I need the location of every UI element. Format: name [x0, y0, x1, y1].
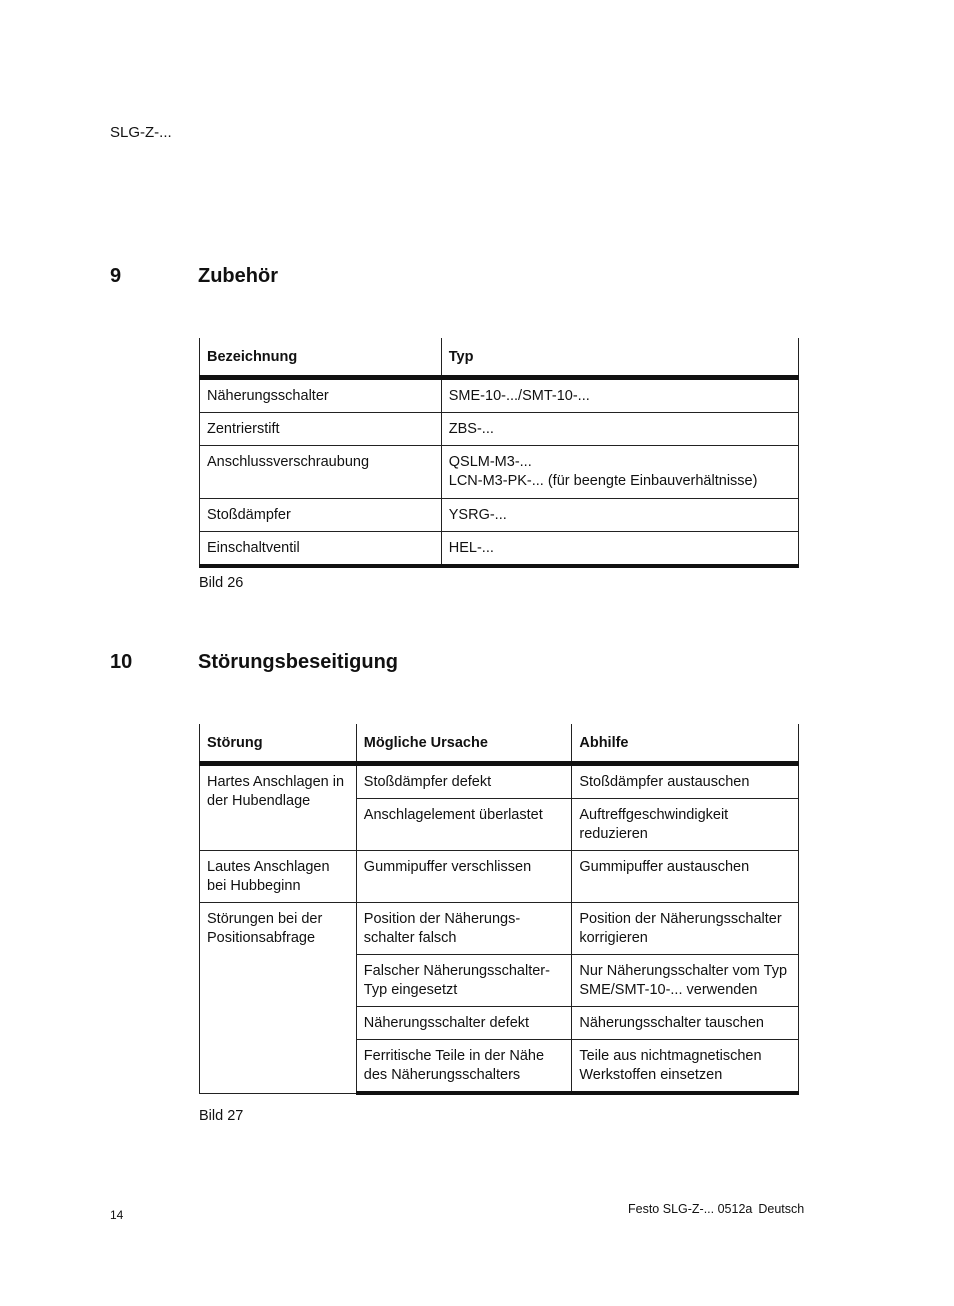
fault-table — [199, 724, 799, 1095]
column-header: Bezeichnung — [200, 338, 442, 378]
remedy-cell: Auftreffgeschwindigkeit reduzieren — [572, 799, 799, 851]
table-row — [200, 903, 799, 955]
section-title: Störungsbeseitigung — [198, 651, 398, 673]
remedy-cell: Position der Näherungsschalter korrigieren — [572, 903, 799, 955]
remedy-cell: Stoßdämpfer austauschen — [572, 764, 799, 799]
figure-caption: Bild 27 — [199, 1108, 244, 1124]
cause-cell: Falscher Näherungsschalter-Typ eingesetzt — [356, 955, 572, 1007]
table-row — [200, 499, 799, 532]
type-cell: ZBS-... — [441, 413, 798, 446]
table-row — [200, 764, 799, 799]
table-row — [200, 378, 799, 413]
fault-cell: Lautes Anschlagen bei Hubbeginn — [200, 851, 357, 903]
type-cell: SME-10-.../SMT-10-... — [441, 378, 798, 413]
accessories-table — [199, 338, 799, 568]
column-header: Typ — [441, 338, 798, 378]
column-header: Abhilfe — [572, 724, 799, 764]
type-cell: HEL-... — [441, 532, 798, 567]
column-header: Mögliche Ursache — [356, 724, 572, 764]
type-cell: YSRG-... — [441, 499, 798, 532]
cause-cell: Position der Näherungs-schalter falsch — [356, 903, 572, 955]
remedy-cell: Gummipuffer austauschen — [572, 851, 799, 903]
footer-info — [628, 1202, 804, 1216]
table-row — [200, 851, 799, 903]
figure-caption: Bild 26 — [199, 575, 244, 591]
type-line: LCN-M3-PK-... (für beengte Einbauverhältnisse) — [448, 473, 758, 489]
remedy-cell: Näherungsschalter tauschen — [572, 1007, 799, 1040]
table-row — [200, 413, 799, 446]
fault-cell: Störungen bei der Positionsabfrage — [200, 903, 357, 1094]
cause-cell: Gummipuffer verschlissen — [356, 851, 572, 903]
table-header-row — [200, 724, 799, 764]
designation-cell: Zentrierstift — [200, 413, 442, 446]
cause-cell: Stoßdämpfer defekt — [356, 764, 572, 799]
document-code: SLG-Z-... — [110, 124, 172, 141]
designation-cell: Anschlussverschraubung — [200, 446, 442, 499]
cause-cell: Ferritische Teile in der Nähe des Näherungsschalters — [356, 1040, 572, 1094]
remedy-cell: Teile aus nichtmagnetischen Werkstoffen einsetzen — [572, 1040, 799, 1094]
type-cell — [441, 446, 798, 499]
remedy-cell: Nur Näherungsschalter vom Typ SME/SMT-10-... verwenden — [572, 955, 799, 1007]
table-header-row — [200, 338, 799, 378]
designation-cell: Einschaltventil — [200, 532, 442, 567]
footer-language: Deutsch — [758, 1202, 805, 1216]
cause-cell: Näherungsschalter defekt — [356, 1007, 572, 1040]
table-row — [200, 532, 799, 567]
fault-cell: Hartes Anschlagen in der Hubendlage — [200, 764, 357, 851]
section-number: 9 — [110, 265, 122, 287]
type-line: QSLM-M3-... — [448, 454, 532, 470]
designation-cell: Näherungsschalter — [200, 378, 442, 413]
footer-brand: Festo SLG-Z-... 0512a — [628, 1202, 753, 1216]
table-row — [200, 446, 799, 499]
page-number: 14 — [110, 1208, 124, 1222]
section-number: 10 — [110, 651, 133, 673]
section-title: Zubehör — [198, 265, 278, 287]
designation-cell: Stoßdämpfer — [200, 499, 442, 532]
cause-cell: Anschlagelement überlastet — [356, 799, 572, 851]
column-header: Störung — [200, 724, 357, 764]
